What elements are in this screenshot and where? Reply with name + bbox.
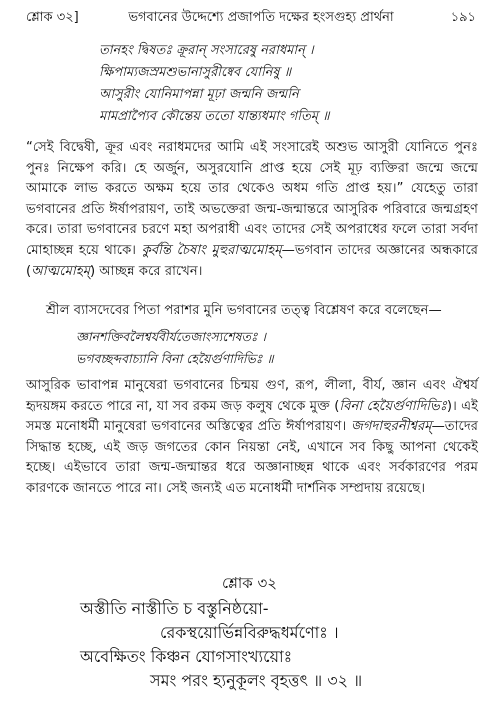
purport-paragraph [26,376,478,500]
sloka-line: অবেক্ষিতং কিঞ্চন যোগসাংখ্যয়োঃ [80,647,293,666]
sloka-line: রেকস্থয়োর্ভিন্নবিরুদ্ধধর্মণোঃ । [160,623,339,642]
paragraph-text: —ভগবান তাদের অজ্ঞানের অন্ধকারে ( [26,242,478,279]
paragraph-text: )। এই সমস্ত মনোধর্মী মানুষেরা ভগবানের অস্তিত্বের প্রতি ঈর্ষাপরায়ণ। [26,398,478,435]
paragraph-text: শ্রীল ব্যাসদেবের পিতা পরাশর মুনি ভগবানের তত্ত্ব বিশ্লেষণ করে বলেছেন— [46,303,442,318]
sloka-verse [80,597,480,693]
sanskrit-term: জগদাহুরনীশ্বরম্ [350,419,432,435]
paragraph-text: —তাদের সিদ্ধান্ত হচ্ছে, এই জড় জগতের কোন নিয়ন্তা নেই, এখানে সব কিছু আপনা থেকেই হচ্ছে। এইভাবে তারা জন্ম-জন্মান্তর ধরে অজ্ঞানাচ্ছন্ন থাকে এবং সর্বকারণের পরম কারণকে জানতে পারে না। সেই জন্যই এত মনোধর্মী দার্শনিক সম্প্রদায় রয়েছে। [26,419,478,496]
sloka-line: অস্তীতি নাস্তীতি চ বস্তুনিষ্ঠয়ো- [80,599,269,618]
paragraph-text: আসুরিক ভাবাপন্ন মানুষেরা ভগবানের চিন্ময় গুণ, রূপ, লীলা, বীর্য, জ্ঞান এবং ঐশ্বর্য হৃদয়ঙ্গম করতে পারে না, যা সব রকম জড় কলুষ থেকে মুক্ত ( [26,378,478,414]
running-title: ভগবানের উদ্দেশ্যে প্রজাপতি দক্ষের হংসগুহ্য প্রার্থনা [128,10,394,25]
paragraph-text: ) আচ্ছন্ন করে রাখেন। [89,263,203,279]
translation-paragraph [26,138,478,282]
intro-paragraph [26,301,478,322]
sloka-title: শ্লোক ৩২ [222,574,277,592]
verse-line: আসুরীং যোনিমাপন্না মূঢ়া জন্মনি জন্মনি [99,87,299,102]
paragraph-text: “সেই বিদ্বেষী, ক্রূর এবং নরাধমদের আমি এই সংসারেই অশুভ আসুরী যোনিতে পুনঃ পুনঃ নিক্ষেপ করি। হে অর্জুন, অসুরযোনি প্রাপ্ত হয়ে সেই মূঢ় ব্যক্তিরা জন্মে জন্মে আমাকে লাভ করতে অক্ষম হয়ে তার থেকেও অধম গতি প্রাপ্ত হয়।” যেহেতু তারা ভগবানের প্রতি ঈর্ষাপরায়ণ, তাই অভক্তেরা জন্ম-জন্মান্তরে আসুরিক পরিবারে জন্মগ্রহণ করে। তারা ভগবানের চরণে মহা অপরাধী এবং তাদের সেই অপরাধের ফলে তারা সর্বদা মোহাচ্ছন্ন হয়ে থাকে। [26,140,478,258]
page-number: ১৯১ [450,10,476,25]
page-header [26,8,476,28]
verse-line: ভগবচ্ছব্দবাচ্যানি বিনা হেয়ৈর্গুণাদিভিঃ ॥ [76,351,274,366]
chapter-verse-label: শ্লোক ৩২] [26,10,79,25]
verse-line: ক্ষিপাম্যজস্রমশুভানাসুরীষ্বেব যোনিষু ॥ [99,65,292,80]
sanskrit-quote: কুর্বন্তি চৈষাং মুহুরাত্মমোহম্ [141,242,282,258]
verse-line: মামপ্রাপ্যৈব কৌন্তেয় ততো যান্ত্যধমাং গতিম্ ॥ [99,109,330,124]
sanskrit-term: বিনা হেয়ৈর্গুণাদিভিঃ [339,398,447,414]
verse-line: জ্ঞানশক্তিবলৈশ্বর্যবীর্যতেজাংস্যশেষতঃ । [76,329,267,344]
quoted-verse-1 [99,40,479,128]
quoted-verse-2 [76,326,416,370]
verse-line: তানহং দ্বিষতঃ ক্রূরান্ সংসারেষু নরাধমান্ । [99,43,314,58]
sanskrit-term: আত্মমোহম্ [31,263,90,279]
sloka-line: সমং পরং হ্যনুকূলং বৃহত্তৎ ॥ ৩২ ॥ [150,671,363,690]
